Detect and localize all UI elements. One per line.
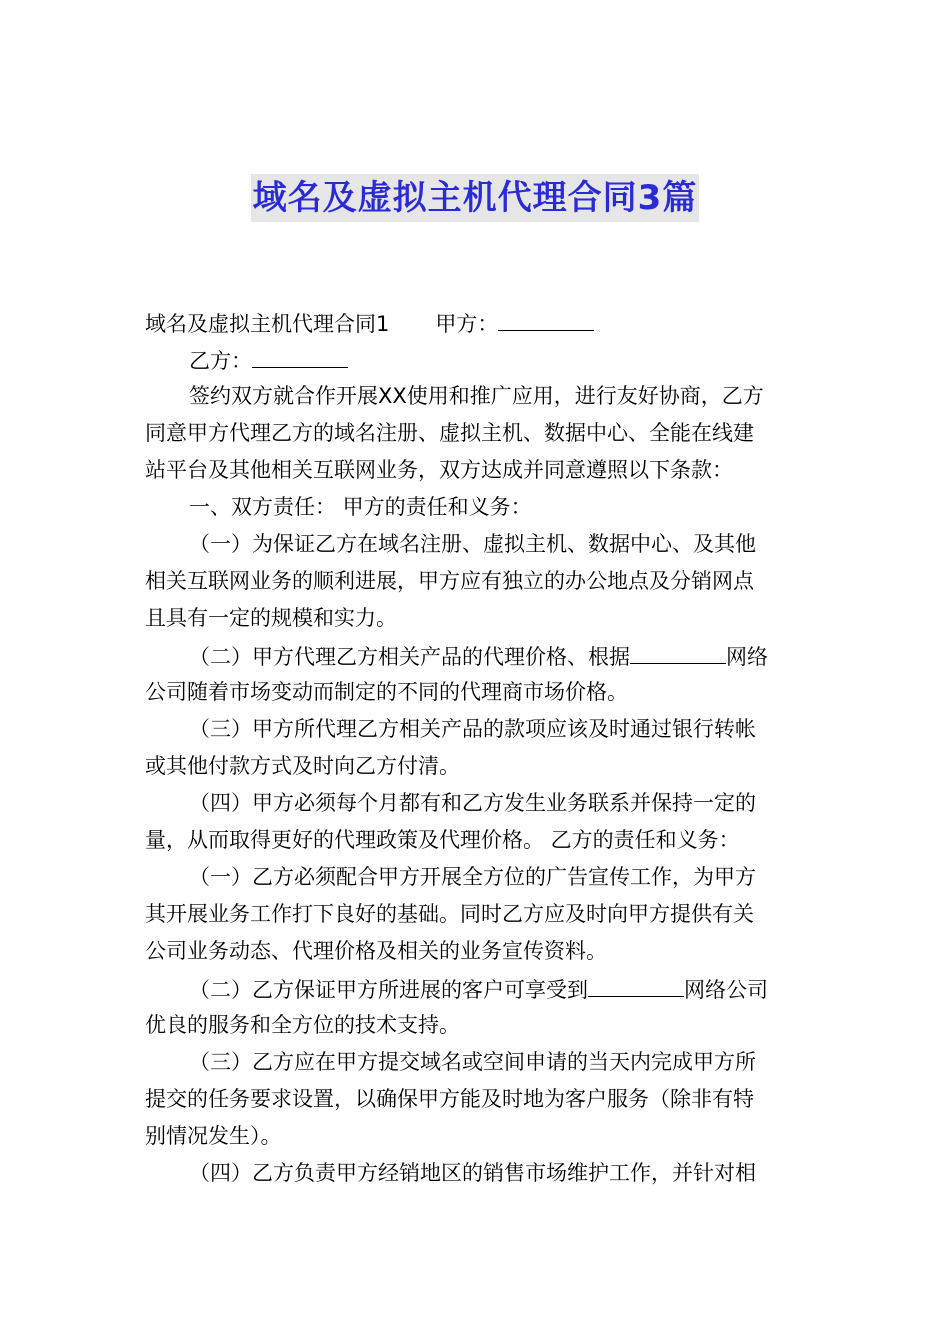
text-line: 且具有一定的规模和实力。 bbox=[145, 606, 397, 630]
text-line: （四）甲方必须每个月都有和乙方发生业务联系并保持一定的 bbox=[189, 791, 756, 815]
text-line: 站平台及其他相关互联网业务，双方达成并同意遵照以下条款： bbox=[145, 458, 733, 482]
party-a-label: 甲方： bbox=[435, 312, 499, 336]
text-segment: 网络公司 bbox=[684, 978, 768, 1002]
fill-blank bbox=[630, 637, 726, 664]
party-b-label: 乙方： bbox=[189, 349, 252, 373]
text-line bbox=[145, 970, 807, 1007]
fill-blank bbox=[588, 970, 684, 997]
text-line: 别情况发生）。 bbox=[145, 1124, 282, 1148]
party-a-blank bbox=[498, 304, 594, 331]
text-segment: 网络 bbox=[726, 645, 768, 669]
party-b-line bbox=[145, 341, 807, 378]
text-segment: （二）乙方保证甲方所进展的客户可享受到 bbox=[189, 978, 588, 1002]
contract-name: 域名及虚拟主机代理合同1 bbox=[145, 312, 390, 336]
party-b-blank bbox=[252, 341, 348, 368]
text-line: 量，从而取得更好的代理政策及代理价格。 乙方的责任和义务： bbox=[145, 828, 740, 852]
title-wrapper bbox=[0, 174, 950, 222]
text-line: （三）乙方应在甲方提交域名或空间申请的当天内完成甲方所 bbox=[189, 1050, 756, 1074]
text-line: 签约双方就合作开展XX使用和推广应用，进行友好协商，乙方 bbox=[189, 384, 764, 408]
text-line: 公司业务动态、代理价格及相关的业务宣传资料。 bbox=[145, 939, 607, 963]
text-line: 优良的服务和全方位的技术支持。 bbox=[145, 1013, 460, 1037]
header-line bbox=[145, 304, 807, 341]
text-line: 同意甲方代理乙方的域名注册、虚拟主机、数据中心、全能在线建 bbox=[145, 421, 754, 445]
document-body bbox=[145, 304, 807, 1192]
text-line bbox=[145, 637, 807, 674]
text-line: （一）为保证乙方在域名注册、虚拟主机、数据中心、及其他 bbox=[189, 532, 756, 556]
text-line: （一）乙方必须配合甲方开展全方位的广告宣传工作，为甲方 bbox=[189, 865, 756, 889]
text-segment: （二）甲方代理乙方相关产品的代理价格、根据 bbox=[189, 645, 630, 669]
text-line: （三）甲方所代理乙方相关产品的款项应该及时通过银行转帐 bbox=[189, 717, 756, 741]
text-line: 或其他付款方式及时向乙方付清。 bbox=[145, 754, 460, 778]
text-line: 公司随着市场变动而制定的不同的代理商市场价格。 bbox=[145, 680, 628, 704]
text-line: （四）乙方负责甲方经销地区的销售市场维护工作，并针对相 bbox=[189, 1161, 756, 1185]
text-line: 相关互联网业务的顺利进展，甲方应有独立的办公地点及分销网点 bbox=[145, 569, 754, 593]
document-title: 域名及虚拟主机代理合同3篇 bbox=[251, 174, 700, 222]
text-line: 提交的任务要求设置，以确保甲方能及时地为客户服务（除非有特 bbox=[145, 1087, 754, 1111]
section-heading: 一、双方责任： 甲方的责任和义务： bbox=[189, 495, 532, 519]
text-line: 其开展业务工作打下良好的基础。同时乙方应及时向甲方提供有关 bbox=[145, 902, 754, 926]
